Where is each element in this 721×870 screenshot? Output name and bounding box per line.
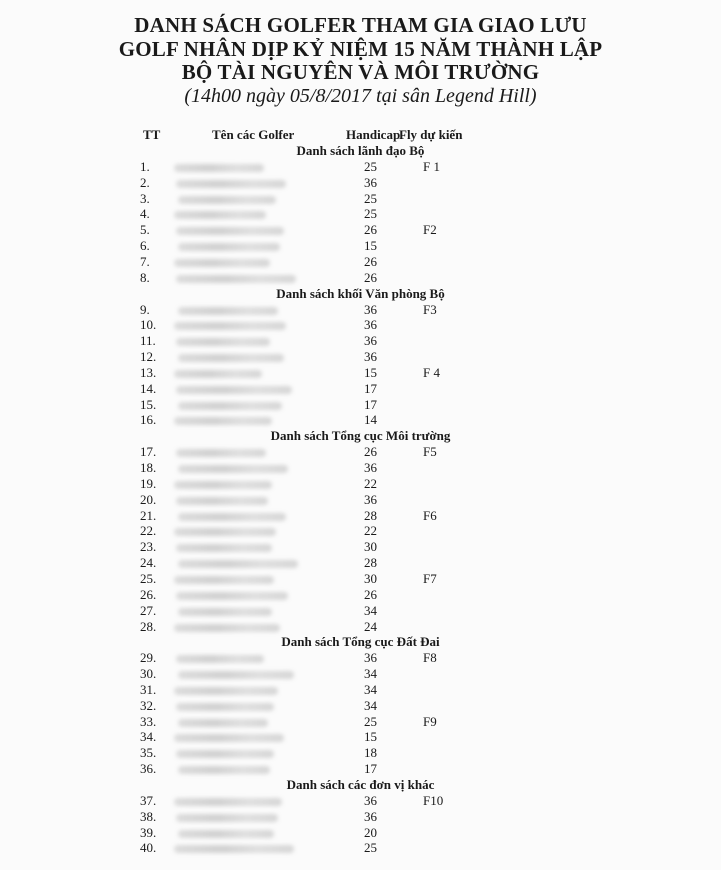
- redacted-golfer-name: [176, 592, 288, 600]
- redacted-golfer-name: [174, 687, 278, 695]
- handicap-value: 36: [364, 301, 377, 317]
- fly-value: F2: [423, 222, 437, 238]
- row-number: 15.: [140, 396, 157, 412]
- row-number: 31.: [140, 681, 157, 697]
- handicap-value: 15: [364, 238, 377, 254]
- fly-value: F 1: [423, 158, 440, 174]
- handicap-value: 34: [364, 602, 377, 618]
- row-number: 20.: [140, 491, 157, 507]
- row-number: 26.: [140, 586, 157, 602]
- handicap-value: 17: [364, 380, 377, 396]
- row-number: 7.: [140, 253, 150, 269]
- handicap-value: 15: [364, 364, 377, 380]
- row-number: 17.: [140, 444, 157, 460]
- redacted-golfer-name: [178, 766, 270, 774]
- row-number: 35.: [140, 745, 157, 761]
- redacted-golfer-name: [178, 608, 272, 616]
- redacted-golfer-name: [174, 734, 284, 742]
- handicap-value: 36: [364, 460, 377, 475]
- row-number: 8.: [140, 269, 150, 285]
- redacted-golfer-name: [176, 544, 272, 552]
- row-number: 22.: [140, 523, 157, 539]
- handicap-value: 24: [364, 618, 377, 634]
- row-number: 4.: [140, 206, 150, 222]
- redacted-golfer-name: [176, 180, 286, 188]
- row-number: 33.: [140, 713, 157, 729]
- handicap-value: 15: [364, 729, 377, 745]
- redacted-golfer-name: [174, 211, 266, 219]
- title-line-2: GOLF NHÂN DỊP KỶ NIỆM 15 NĂM THÀNH LẬP: [118, 37, 603, 61]
- handicap-value: 30: [364, 539, 377, 555]
- redacted-golfer-name: [178, 830, 274, 838]
- row-number: 1.: [140, 158, 150, 174]
- redacted-golfer-name: [174, 845, 294, 853]
- redacted-golfer-name: [178, 243, 280, 251]
- handicap-value: 30: [364, 570, 377, 586]
- redacted-golfer-name: [174, 576, 274, 584]
- header-handicap: Handicap: [346, 127, 401, 142]
- row-number: 38.: [140, 808, 157, 824]
- redacted-golfer-name: [176, 814, 278, 822]
- fly-value: F6: [423, 507, 437, 523]
- handicap-value: 17: [364, 761, 377, 777]
- row-number: 6.: [140, 238, 150, 254]
- redacted-golfer-name: [178, 307, 278, 315]
- handicap-value: 36: [364, 317, 377, 333]
- redacted-golfer-name: [174, 481, 272, 489]
- row-number: 10.: [140, 317, 157, 333]
- redacted-golfer-name: [178, 354, 284, 362]
- row-number: 30.: [140, 666, 157, 682]
- row-number: 2.: [140, 174, 150, 190]
- title-line-1: DANH SÁCH GOLFER THAM GIA GIAO LƯU: [134, 13, 587, 37]
- redacted-golfer-name: [178, 560, 298, 568]
- fly-value: F8: [423, 650, 437, 666]
- row-number: 13.: [140, 364, 157, 380]
- row-number: 18.: [140, 460, 157, 475]
- handicap-value: 26: [364, 586, 377, 602]
- row-number: 25.: [140, 570, 157, 586]
- handicap-value: 26: [364, 222, 377, 238]
- handicap-value: 36: [364, 333, 377, 349]
- row-number: 11.: [140, 333, 156, 349]
- redacted-golfer-name: [176, 227, 284, 235]
- header-fly: Fly dự kiến: [399, 127, 463, 142]
- handicap-value: 34: [364, 666, 377, 682]
- redacted-golfer-name: [178, 513, 286, 521]
- row-number: 23.: [140, 539, 157, 555]
- redacted-golfer-name: [174, 798, 282, 806]
- row-number: 9.: [140, 301, 150, 317]
- handicap-value: 34: [364, 697, 377, 713]
- redacted-golfer-name: [176, 275, 296, 283]
- row-number: 34.: [140, 729, 157, 745]
- title-line-3: BỘ TÀI NGUYÊN VÀ MÔI TRƯỜNG: [181, 60, 540, 84]
- handicap-value: 36: [364, 174, 377, 190]
- handicap-value: 36: [364, 792, 377, 808]
- handicap-value: 25: [364, 190, 377, 206]
- section-heading: Danh sách Tổng cục Đất Đai: [281, 634, 440, 650]
- redacted-golfer-name: [176, 386, 292, 394]
- handicap-value: 22: [364, 475, 377, 491]
- row-number: 40.: [140, 840, 157, 856]
- section-heading: Danh sách khối Văn phòng Bộ: [276, 285, 445, 301]
- redacted-golfer-name: [176, 449, 266, 457]
- fly-value: F10: [423, 792, 444, 808]
- fly-value: F3: [423, 301, 437, 317]
- redacted-golfer-name: [174, 322, 286, 330]
- redacted-golfer-name: [176, 338, 270, 346]
- handicap-value: 25: [364, 206, 377, 222]
- row-number: 19.: [140, 475, 157, 491]
- row-number: 21.: [140, 507, 157, 523]
- handicap-value: 26: [364, 444, 377, 460]
- row-number: 37.: [140, 792, 157, 808]
- handicap-value: 22: [364, 523, 377, 539]
- row-number: 14.: [140, 380, 157, 396]
- redacted-golfer-name: [174, 259, 270, 267]
- header-name: Tên các Golfer: [212, 127, 295, 142]
- handicap-value: 26: [364, 269, 377, 285]
- redacted-golfer-name: [174, 164, 264, 172]
- fly-value: F7: [423, 570, 437, 586]
- redacted-golfer-name: [174, 370, 262, 378]
- row-number: 36.: [140, 761, 157, 777]
- redacted-golfer-name: [178, 402, 282, 410]
- redacted-golfer-name: [178, 719, 268, 727]
- redacted-golfer-name: [178, 196, 276, 204]
- row-number: 39.: [140, 824, 157, 840]
- handicap-value: 14: [364, 412, 377, 428]
- fly-value: F9: [423, 713, 437, 729]
- redacted-golfer-name: [176, 750, 274, 758]
- row-number: 32.: [140, 697, 157, 713]
- redacted-golfer-name: [174, 417, 272, 425]
- row-number: 24.: [140, 555, 157, 571]
- handicap-value: 36: [364, 808, 377, 824]
- redacted-golfer-name: [176, 703, 274, 711]
- handicap-value: 17: [364, 396, 377, 412]
- handicap-value: 34: [364, 681, 377, 697]
- handicap-value: 28: [364, 555, 377, 571]
- redacted-golfer-name: [174, 624, 280, 632]
- handicap-value: 25: [364, 158, 377, 174]
- handicap-value: 18: [364, 745, 377, 761]
- redacted-golfer-name: [178, 671, 294, 679]
- handicap-value: 26: [364, 253, 377, 269]
- row-number: 5.: [140, 222, 150, 238]
- row-number: 29.: [140, 650, 157, 666]
- handicap-value: 28: [364, 507, 377, 523]
- section-heading: Danh sách Tổng cục Môi trường: [270, 428, 451, 444]
- section-heading: Danh sách các đơn vị khác: [286, 777, 435, 792]
- handicap-value: 25: [364, 713, 377, 729]
- handicap-value: 20: [364, 824, 377, 840]
- redacted-golfer-name: [176, 497, 268, 505]
- row-number: 3.: [140, 190, 150, 206]
- row-number: 27.: [140, 602, 157, 618]
- handicap-value: 25: [364, 840, 377, 856]
- row-number: 16.: [140, 412, 157, 428]
- redacted-golfer-name: [176, 655, 264, 663]
- event-subtitle: (14h00 ngày 05/8/2017 tại sân Legend Hill): [184, 85, 537, 107]
- section-heading: Danh sách lãnh đạo Bộ: [296, 143, 425, 158]
- handicap-value: 36: [364, 491, 377, 507]
- row-number: 12.: [140, 349, 157, 365]
- redacted-golfer-name: [174, 528, 276, 536]
- handicap-value: 36: [364, 650, 377, 666]
- handicap-value: 36: [364, 349, 377, 365]
- fly-value: F5: [423, 444, 437, 460]
- redacted-golfer-name: [178, 465, 288, 473]
- header-tt: TT: [143, 127, 161, 142]
- row-number: 28.: [140, 618, 157, 634]
- fly-value: F 4: [423, 364, 440, 380]
